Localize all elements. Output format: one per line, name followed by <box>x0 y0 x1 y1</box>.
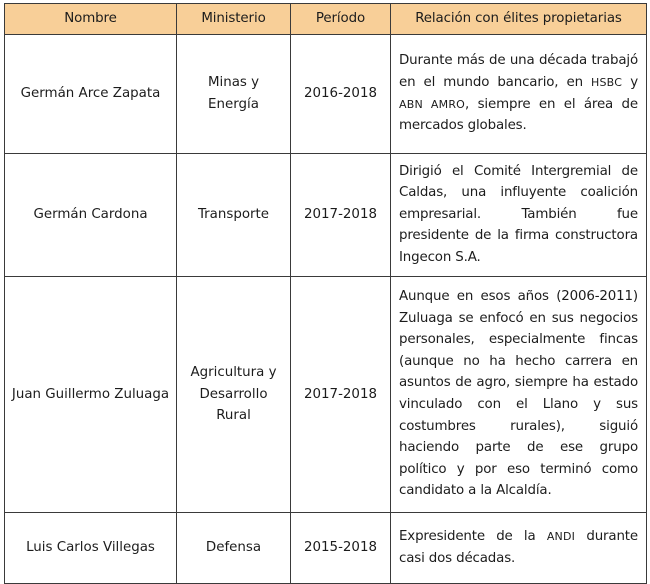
ministers-table <box>4 3 647 584</box>
table-row <box>5 277 647 513</box>
relacion-text: Expresidente de la <box>399 528 547 544</box>
cell-periodo: 2015-2018 <box>291 513 391 584</box>
relacion-text: , siempre en el área de mercados globales. <box>399 96 638 134</box>
relacion-text: Durante más de una década trabajó en el mundo bancario, en <box>399 53 638 90</box>
cell-nombre: Germán Cardona <box>5 154 177 277</box>
abbr-abn-amro: ABN AMRO <box>399 97 466 111</box>
table-row <box>5 35 647 154</box>
cell-nombre: Germán Arce Zapata <box>5 35 177 154</box>
abbr-hsbc: HSBC <box>591 75 623 89</box>
relacion-text: y <box>622 74 638 90</box>
table-header <box>5 4 647 35</box>
cell-relacion: Dirigió el Comité Intergremial de Caldas, una influyente coalición empresarial. También fue presidente de la firma constructora Ingecon S.A. <box>391 154 647 277</box>
cell-nombre: Juan Guillermo Zuluaga <box>5 277 177 513</box>
cell-periodo: 2017-2018 <box>291 277 391 513</box>
cell-ministerio: Defensa <box>177 513 291 584</box>
cell-ministerio: Agricultura y Desarrollo Rural <box>177 277 291 513</box>
cell-relacion <box>391 513 647 584</box>
header-periodo: Período <box>291 4 391 35</box>
abbr-andi: ANDI <box>546 529 576 543</box>
table-body <box>5 35 647 584</box>
header-row <box>5 4 647 35</box>
cell-relacion <box>391 35 647 154</box>
relacion-text: durante casi dos décadas. <box>399 528 638 566</box>
header-relacion: Relación con élites propietarias <box>391 4 647 35</box>
cell-ministerio: Transporte <box>177 154 291 277</box>
table-row <box>5 513 647 584</box>
cell-periodo: 2017-2018 <box>291 154 391 277</box>
header-nombre: Nombre <box>5 4 177 35</box>
cell-ministerio: Minas y Energía <box>177 35 291 154</box>
header-ministerio: Ministerio <box>177 4 291 35</box>
cell-nombre: Luis Carlos Villegas <box>5 513 177 584</box>
cell-relacion: Aunque en esos años (2006-2011) Zuluaga se enfocó en sus negocios personales, especialmente fincas (aunque no ha hecho carrera en asuntos de agro, siempre ha estado vinculado con el Llano y sus costumbres rurales), siguió haciendo parte de ese grupo político y por eso terminó como candidato a la Alcaldía. <box>391 277 647 513</box>
table-row <box>5 154 647 277</box>
cell-periodo: 2016-2018 <box>291 35 391 154</box>
